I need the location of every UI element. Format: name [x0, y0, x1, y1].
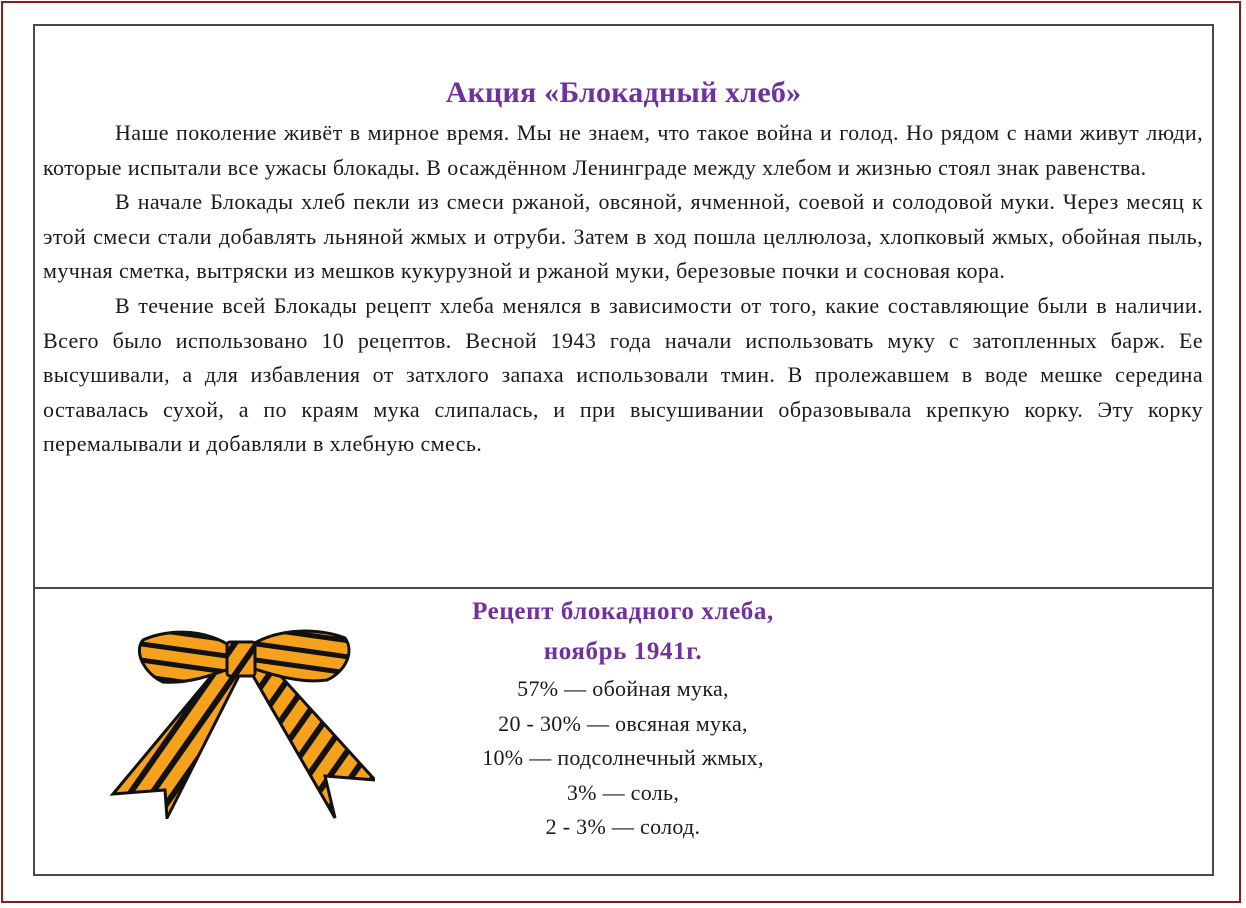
- paragraph-1: Наше поколение живёт в мирное время. Мы не знаем, что такое война и голод. Но рядом с нами живут люди, которые испытали все ужасы блокады. В осаждённом Ленинграде между хлебом и жизнью стоял знак равенства.: [43, 120, 1203, 180]
- section-divider: [35, 587, 1212, 589]
- recipe-item: 3% — соль,: [566, 779, 680, 805]
- document-sheet: [33, 24, 1214, 876]
- recipe-item: 57% — обойная мука,: [517, 676, 729, 701]
- paragraph-2: В начале Блокады хлеб пекли из смеси ржаной, овсяной, ячменной, соевой и солодовой муки. Через месяц к этой смеси стали добавлять льняной жмых и отруби. Затем в ход пошла целлюлоза, хлопковый жмых, обойная пыль, мучная сметка, вытряски из мешков кукурузной и ржаной муки, березовые почки и сосновая кора.: [43, 189, 1203, 284]
- recipe-item: 10% — подсолнечный жмых,: [482, 745, 764, 771]
- recipe-item: 2 - 3% — солод.: [545, 814, 701, 840]
- recipe-title: Рецепт блокадного хлеба,: [472, 598, 774, 625]
- recipe-item: 20 - 30% — овсяная мука,: [498, 710, 748, 736]
- paragraph-3: В течение всей Блокады рецепт хлеба менялся в зависимости от того, какие составляющие были в наличии. Всего было использовано 10 рецептов. Весной 1943 года начали использовать муку с затопленных барж. Ее высушивали, а для избавления от затхлого запаха использовали тмин. В пролежавшем в воде мешке середина оставалась сухой, а по краям мука слипалась, и при высушивании образовывала крепкую корку. Эту корку перемалывали и добавляли в хлебную смесь.: [43, 292, 1203, 457]
- st-george-ribbon-icon: [105, 604, 375, 819]
- page-title: Акция «Блокадный хлеб»: [445, 76, 802, 109]
- recipe-block: [375, 592, 871, 845]
- article-body: [43, 116, 1203, 462]
- recipe-date: ноябрь 1941г.: [543, 638, 703, 665]
